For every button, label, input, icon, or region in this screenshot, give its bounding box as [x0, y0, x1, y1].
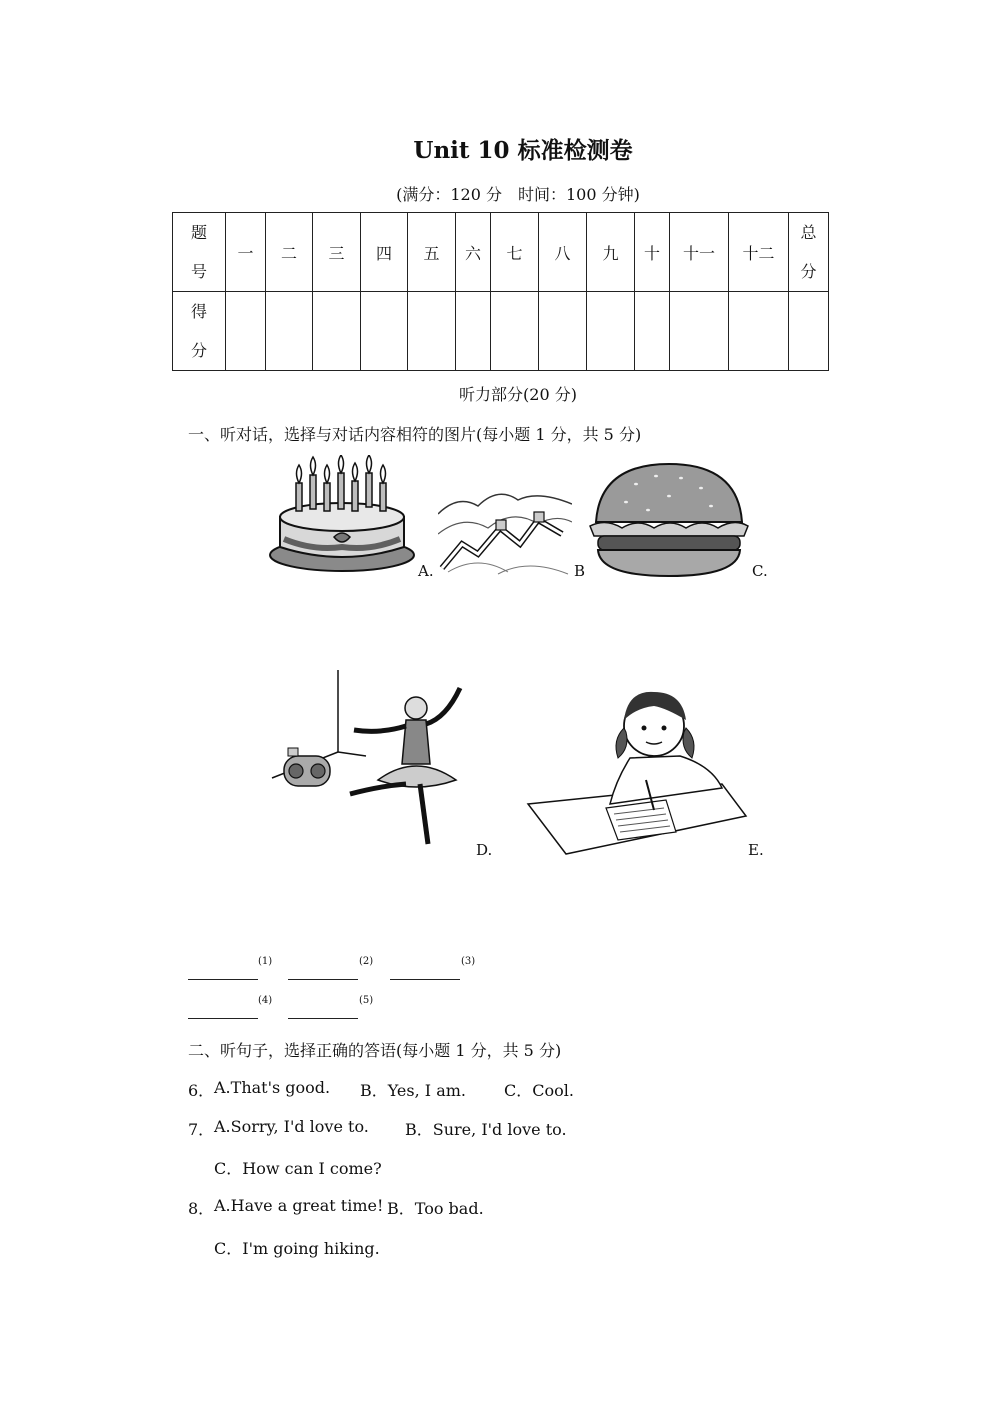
q7-option-a[interactable]: A.Sorry, I'd love to. — [214, 1117, 369, 1136]
q6-option-b[interactable]: B．Yes, I am. — [360, 1081, 466, 1100]
answer-blank-1[interactable] — [188, 963, 258, 980]
blank-number: (5) — [359, 995, 374, 1006]
score-cell[interactable] — [266, 292, 313, 371]
score-cell[interactable] — [313, 292, 361, 371]
picture-e-label: E. — [748, 841, 764, 859]
total-header-cell — [789, 213, 829, 292]
column-header: 十二 — [729, 213, 789, 292]
row-label-top: 题 — [190, 223, 207, 242]
q8-option-c[interactable]: C．I'm going hiking. — [214, 1239, 380, 1258]
section2-title: 二、听句子，选择正确的答语(每小题 1 分，共 5 分) — [188, 1041, 562, 1060]
hamburger-icon — [586, 462, 752, 580]
blank-number: (4) — [258, 995, 273, 1006]
score-cell[interactable] — [789, 292, 829, 371]
picture-b-label: B — [574, 562, 586, 580]
score-cell[interactable] — [539, 292, 587, 371]
score-time-info: (满分：120 分 时间：100 分钟) — [396, 185, 640, 204]
birthday-cake-icon — [268, 455, 416, 577]
row-label-top: 得 — [190, 302, 207, 321]
score-cell[interactable] — [587, 292, 635, 371]
score-table — [172, 212, 829, 371]
score-cell[interactable] — [670, 292, 729, 371]
column-header: 九 — [587, 213, 635, 292]
girl-writing-icon — [526, 684, 748, 856]
row-label-bottom: 分 — [190, 341, 207, 360]
answer-blank-4[interactable] — [188, 1002, 258, 1019]
great-wall-icon — [438, 484, 572, 576]
total-label-top: 总 — [800, 223, 817, 242]
q7-option-b[interactable]: B．Sure, I'd love to. — [405, 1120, 567, 1139]
row-label-cell — [173, 213, 226, 292]
score-cell[interactable] — [408, 292, 456, 371]
blank-number: (2) — [359, 956, 374, 967]
score-cell[interactable] — [226, 292, 266, 371]
table-score-row — [173, 292, 829, 371]
listening-heading: 听力部分(20 分) — [459, 385, 577, 404]
score-cell[interactable] — [491, 292, 539, 371]
column-header: 一 — [226, 213, 266, 292]
table-header-row — [173, 213, 829, 292]
question-8-number: 8． — [188, 1199, 215, 1218]
column-header: 二 — [266, 213, 313, 292]
column-header: 五 — [408, 213, 456, 292]
column-header: 八 — [539, 213, 587, 292]
row-label-bottom: 号 — [190, 262, 207, 281]
picture-c-label: C. — [752, 562, 768, 580]
picture-a-label: A. — [418, 562, 434, 580]
q6-option-c[interactable]: C．Cool. — [504, 1081, 574, 1100]
blank-number: (1) — [258, 956, 273, 967]
column-header: 十 — [635, 213, 670, 292]
question-7-number: 7． — [188, 1120, 215, 1139]
column-header: 十一 — [670, 213, 729, 292]
section1-title: 一、听对话，选择与对话内容相符的图片(每小题 1 分，共 5 分) — [188, 425, 642, 444]
answer-blank-5[interactable] — [288, 1002, 358, 1019]
answer-blank-2[interactable] — [288, 963, 358, 980]
score-cell[interactable] — [456, 292, 491, 371]
column-header: 六 — [456, 213, 491, 292]
q8-option-a[interactable]: A.Have a great time! — [214, 1196, 384, 1215]
page-title: Unit 10 标准检测卷 — [413, 137, 633, 164]
answer-blank-3[interactable] — [390, 963, 460, 980]
q8-option-b[interactable]: B．Too bad. — [387, 1199, 484, 1218]
score-cell[interactable] — [729, 292, 789, 371]
ballet-dancer-icon — [270, 668, 480, 854]
question-6-number: 6． — [188, 1081, 215, 1100]
q6-option-a[interactable]: A.That's good. — [214, 1078, 331, 1097]
column-header: 七 — [491, 213, 539, 292]
column-header: 三 — [313, 213, 361, 292]
total-label-bottom: 分 — [800, 262, 817, 281]
score-cell[interactable] — [635, 292, 670, 371]
picture-d-label: D. — [476, 841, 493, 859]
row-label-cell — [173, 292, 226, 371]
q7-option-c[interactable]: C．How can I come? — [214, 1159, 382, 1178]
score-cell[interactable] — [361, 292, 408, 371]
column-header: 四 — [361, 213, 408, 292]
blank-number: (3) — [461, 956, 476, 967]
